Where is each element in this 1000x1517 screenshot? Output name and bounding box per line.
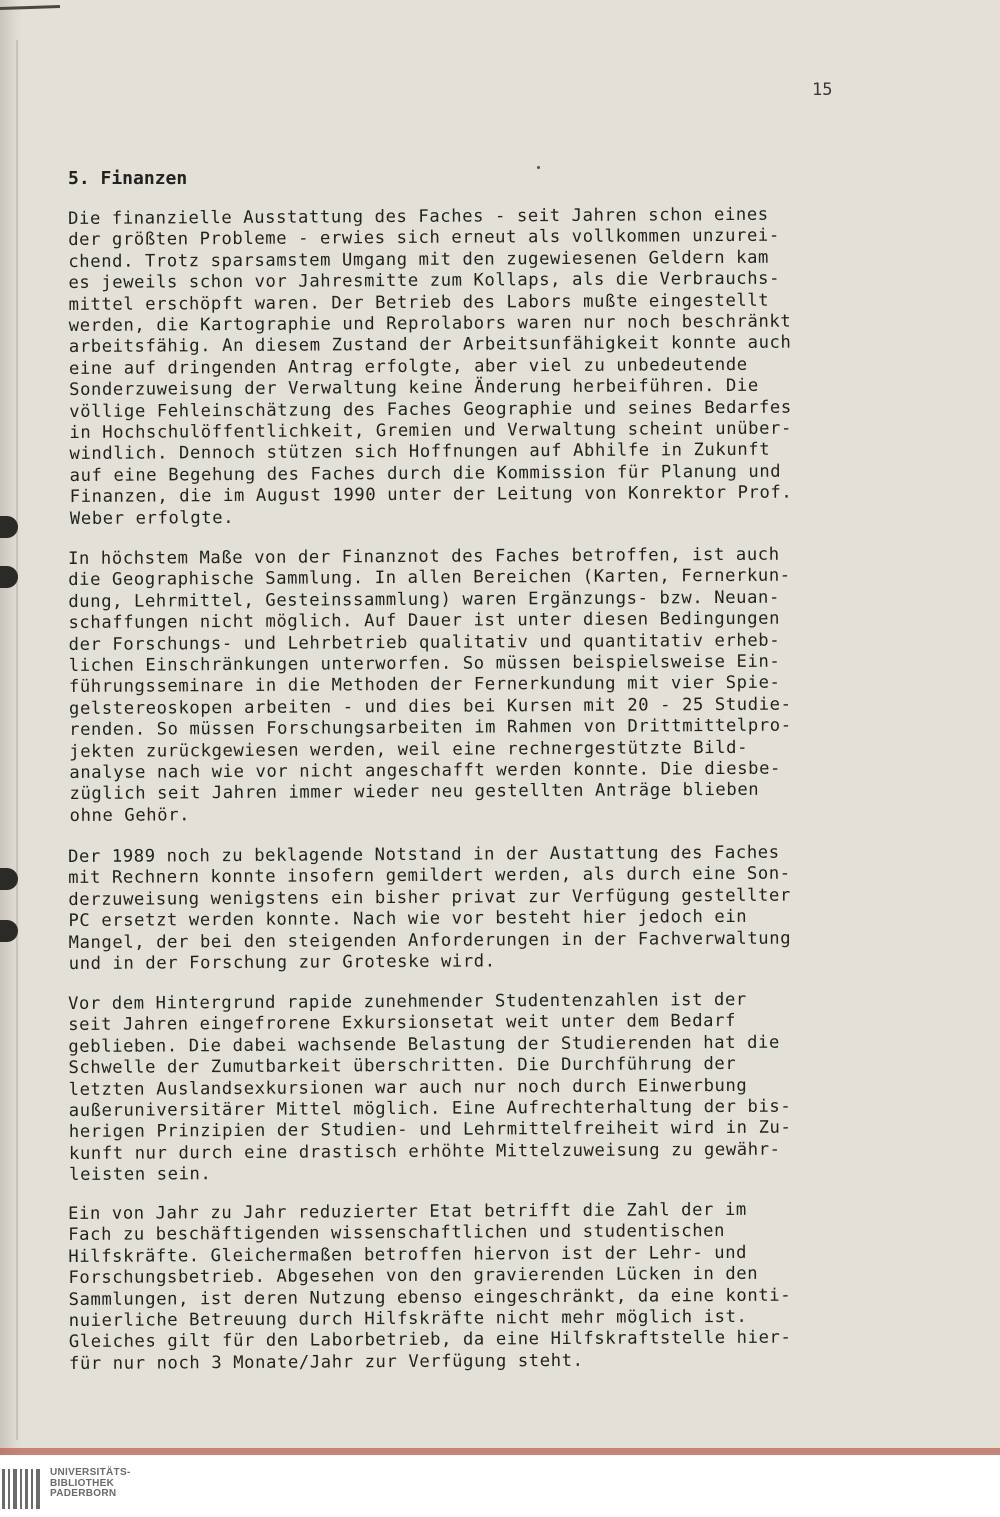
text-line: schaffungen nicht möglich. Auf Dauer ist unter diesen Bedingungen <box>68 608 781 634</box>
text-line: für nur noch 3 Monate/Jahr zur Verfügung steht. <box>68 1350 584 1374</box>
logo-line: UNIVERSITÄTS- <box>50 1467 131 1478</box>
text-line: Schwelle der Zumutbarkeit überschritten. Die Durchführung der <box>68 1054 737 1079</box>
text-line: Weber erfolgte. <box>69 507 235 529</box>
text-line: führungsseminare in die Methoden der Fernerkundung mit vier Spie- <box>68 673 781 698</box>
text-line: der größten Probleme - erwies sich erneut als vollkommen unzurei- <box>68 226 780 251</box>
text-line: analyse nach wie vor nicht angeschafft werden konnte. Die diesbe- <box>69 758 782 784</box>
text-line: In höchstem Maße von der Finanznot des Faches betroffen, ist auch <box>68 544 780 569</box>
text-line: Sonderzuweisung der Verwaltung keine Änderung herbeiführen. Die <box>69 376 759 401</box>
paragraph <box>68 544 905 827</box>
text-line: die Geographische Sammlung. In allen Bereichen (Karten, Fernerkun- <box>68 565 791 591</box>
text-line: nuierliche Betreuung durch Hilfskräfte nicht mehr möglich ist. <box>68 1306 748 1332</box>
text-line: gelstereoskopen arbeiten - und dies bei Kursen mit 20 - 25 Studie- <box>68 694 792 719</box>
text-line: windlich. Dennoch stützen sich Hoffnungen auf Abhilfe in Zukunft <box>69 440 771 465</box>
paragraph <box>68 842 904 976</box>
text-line: Finanzen, die im August 1990 unter der Leitung von Konrektor Prof. <box>69 482 793 508</box>
text-line: völlige Fehleinschätzung des Faches Geographie und seines Bedarfes <box>69 397 792 422</box>
text-line: Der 1989 noch zu beklagende Notstand in der Austattung des Faches <box>68 842 780 867</box>
footer <box>0 1455 1000 1517</box>
text-line: leisten sein. <box>69 1164 212 1186</box>
ink-speck <box>537 166 540 169</box>
text-line: Hilfskräfte. Gleichermaßen betroffen hiervon ist der Lehr- und <box>68 1242 748 1267</box>
text-line: dung, Lehrmittel, Gesteinssammlung) waren Ergänzungs- bzw. Neuan- <box>68 587 780 612</box>
text-line: und in der Forschung zur Groteske wird. <box>68 951 496 975</box>
bottom-page-edge <box>0 1448 1000 1455</box>
text-line: kunft nur durch eine drastisch erhöhte Mittelzuweisung zu gewähr- <box>68 1139 781 1164</box>
text-line: renden. So müssen Forschungsarbeiten im Rahmen von Drittmittelpro- <box>69 715 792 741</box>
text-line: seit Jahren eingefrorene Exkursionsetat weit unter dem Bedarf <box>68 1011 737 1036</box>
text-line: PC ersetzt werden konnte. Nach wie vor besteht hier jedoch ein <box>68 907 748 932</box>
text-line: ohne Gehör. <box>69 805 191 826</box>
text-line: geblieben. Die dabei wachsende Belastung der Studierenden hat die <box>68 1032 780 1057</box>
text-line: Die finanzielle Ausstattung des Faches - seit Jahren schon eines <box>68 204 769 229</box>
text-line: eine auf dringenden Antrag erfolgte, aber viel zu unbedeutende <box>68 354 748 379</box>
text-line: derzuweisung wenigstens ein bisher privat zur Verfügung gestellter <box>68 885 791 910</box>
text-line: mittel erschöpft waren. Der Betrieb des Labors mußte eingestellt <box>68 290 770 315</box>
library-logo-icon <box>2 1469 44 1509</box>
text-line: herigen Prinzipien der Studien- und Lehrmittelfreiheit wird in Zu- <box>68 1118 792 1143</box>
text-line: arbeitsfähig. An diesem Zustand der Arbeitsunfähigkeit konnte auch <box>68 333 792 358</box>
text-line: letzten Auslandsexkursionen war auch nur noch durch Einwerbung <box>68 1075 748 1100</box>
logo-line: BIBLIOTHEK <box>50 1477 115 1489</box>
binding-shadow-line <box>16 40 18 1440</box>
paragraph <box>68 1199 904 1375</box>
text-line: außeruniversitärer Mittel möglich. Eine Aufrechterhaltung der bis- <box>68 1096 792 1122</box>
logo-line: PADERBORN <box>50 1488 117 1499</box>
text-line: Ein von Jahr zu Jahr reduzierter Etat betrifft die Zahl der im <box>68 1199 747 1224</box>
page-number: 15 <box>812 80 833 100</box>
text-line: jekten zurückgewiesen werden, weil eine rechnergestützte Bild- <box>69 737 749 762</box>
top-corner-mark <box>0 5 60 10</box>
text-line: Forschungsbetrieb. Abgesehen von den gravierenden Lücken in den <box>68 1264 759 1289</box>
text-line: mit Rechnern konnte insofern gemildert werden, als durch eine Son- <box>68 863 791 889</box>
text-line: züglich seit Jahren immer wieder neu gestellten Anträge blieben <box>69 780 760 805</box>
text-line: es jeweils schon vor Jahresmitte zum Kollaps, als die Verbrauchs- <box>68 268 781 294</box>
text-line: der Forschungs- und Lehrbetrieb qualitativ und quantitativ erheb- <box>68 630 781 655</box>
text-line: Mangel, der bei den steigenden Anforderungen in der Fachverwaltung <box>68 928 792 953</box>
text-line: Sammlungen, ist deren Nutzung ebenso eingeschränkt, da eine konti- <box>68 1285 792 1310</box>
section-title: 5. Finanzen <box>68 168 188 189</box>
paragraph <box>68 204 905 530</box>
text-line: chend. Trotz sparsamstem Umgang mit den zugewiesenen Geldern kam <box>68 247 770 272</box>
text-line: auf eine Begehung des Faches durch die Kommission für Planung und <box>69 461 782 486</box>
text-line: Fach zu beschäftigenden wissenschaftlichen und studentischen <box>68 1221 726 1246</box>
text-line: Gleiches gilt für den Laborbetrieb, da eine Hilfskraftstelle hier- <box>68 1328 792 1353</box>
library-logo-text <box>50 1468 131 1500</box>
paragraph <box>68 989 904 1187</box>
text-line: in Hochschulöffentlichkeit, Gremien und Verwaltung scheint unüber- <box>69 418 792 444</box>
text-line: werden, die Kartographie und Reprolabors waren nur noch beschränkt <box>68 311 792 337</box>
text-line: lichen Einschränkungen unterworfen. So müssen beispielsweise Ein- <box>68 651 781 677</box>
text-line: Vor dem Hintergrund rapide zunehmender Studentenzahlen ist der <box>68 989 747 1014</box>
binding-edge <box>0 0 22 1455</box>
